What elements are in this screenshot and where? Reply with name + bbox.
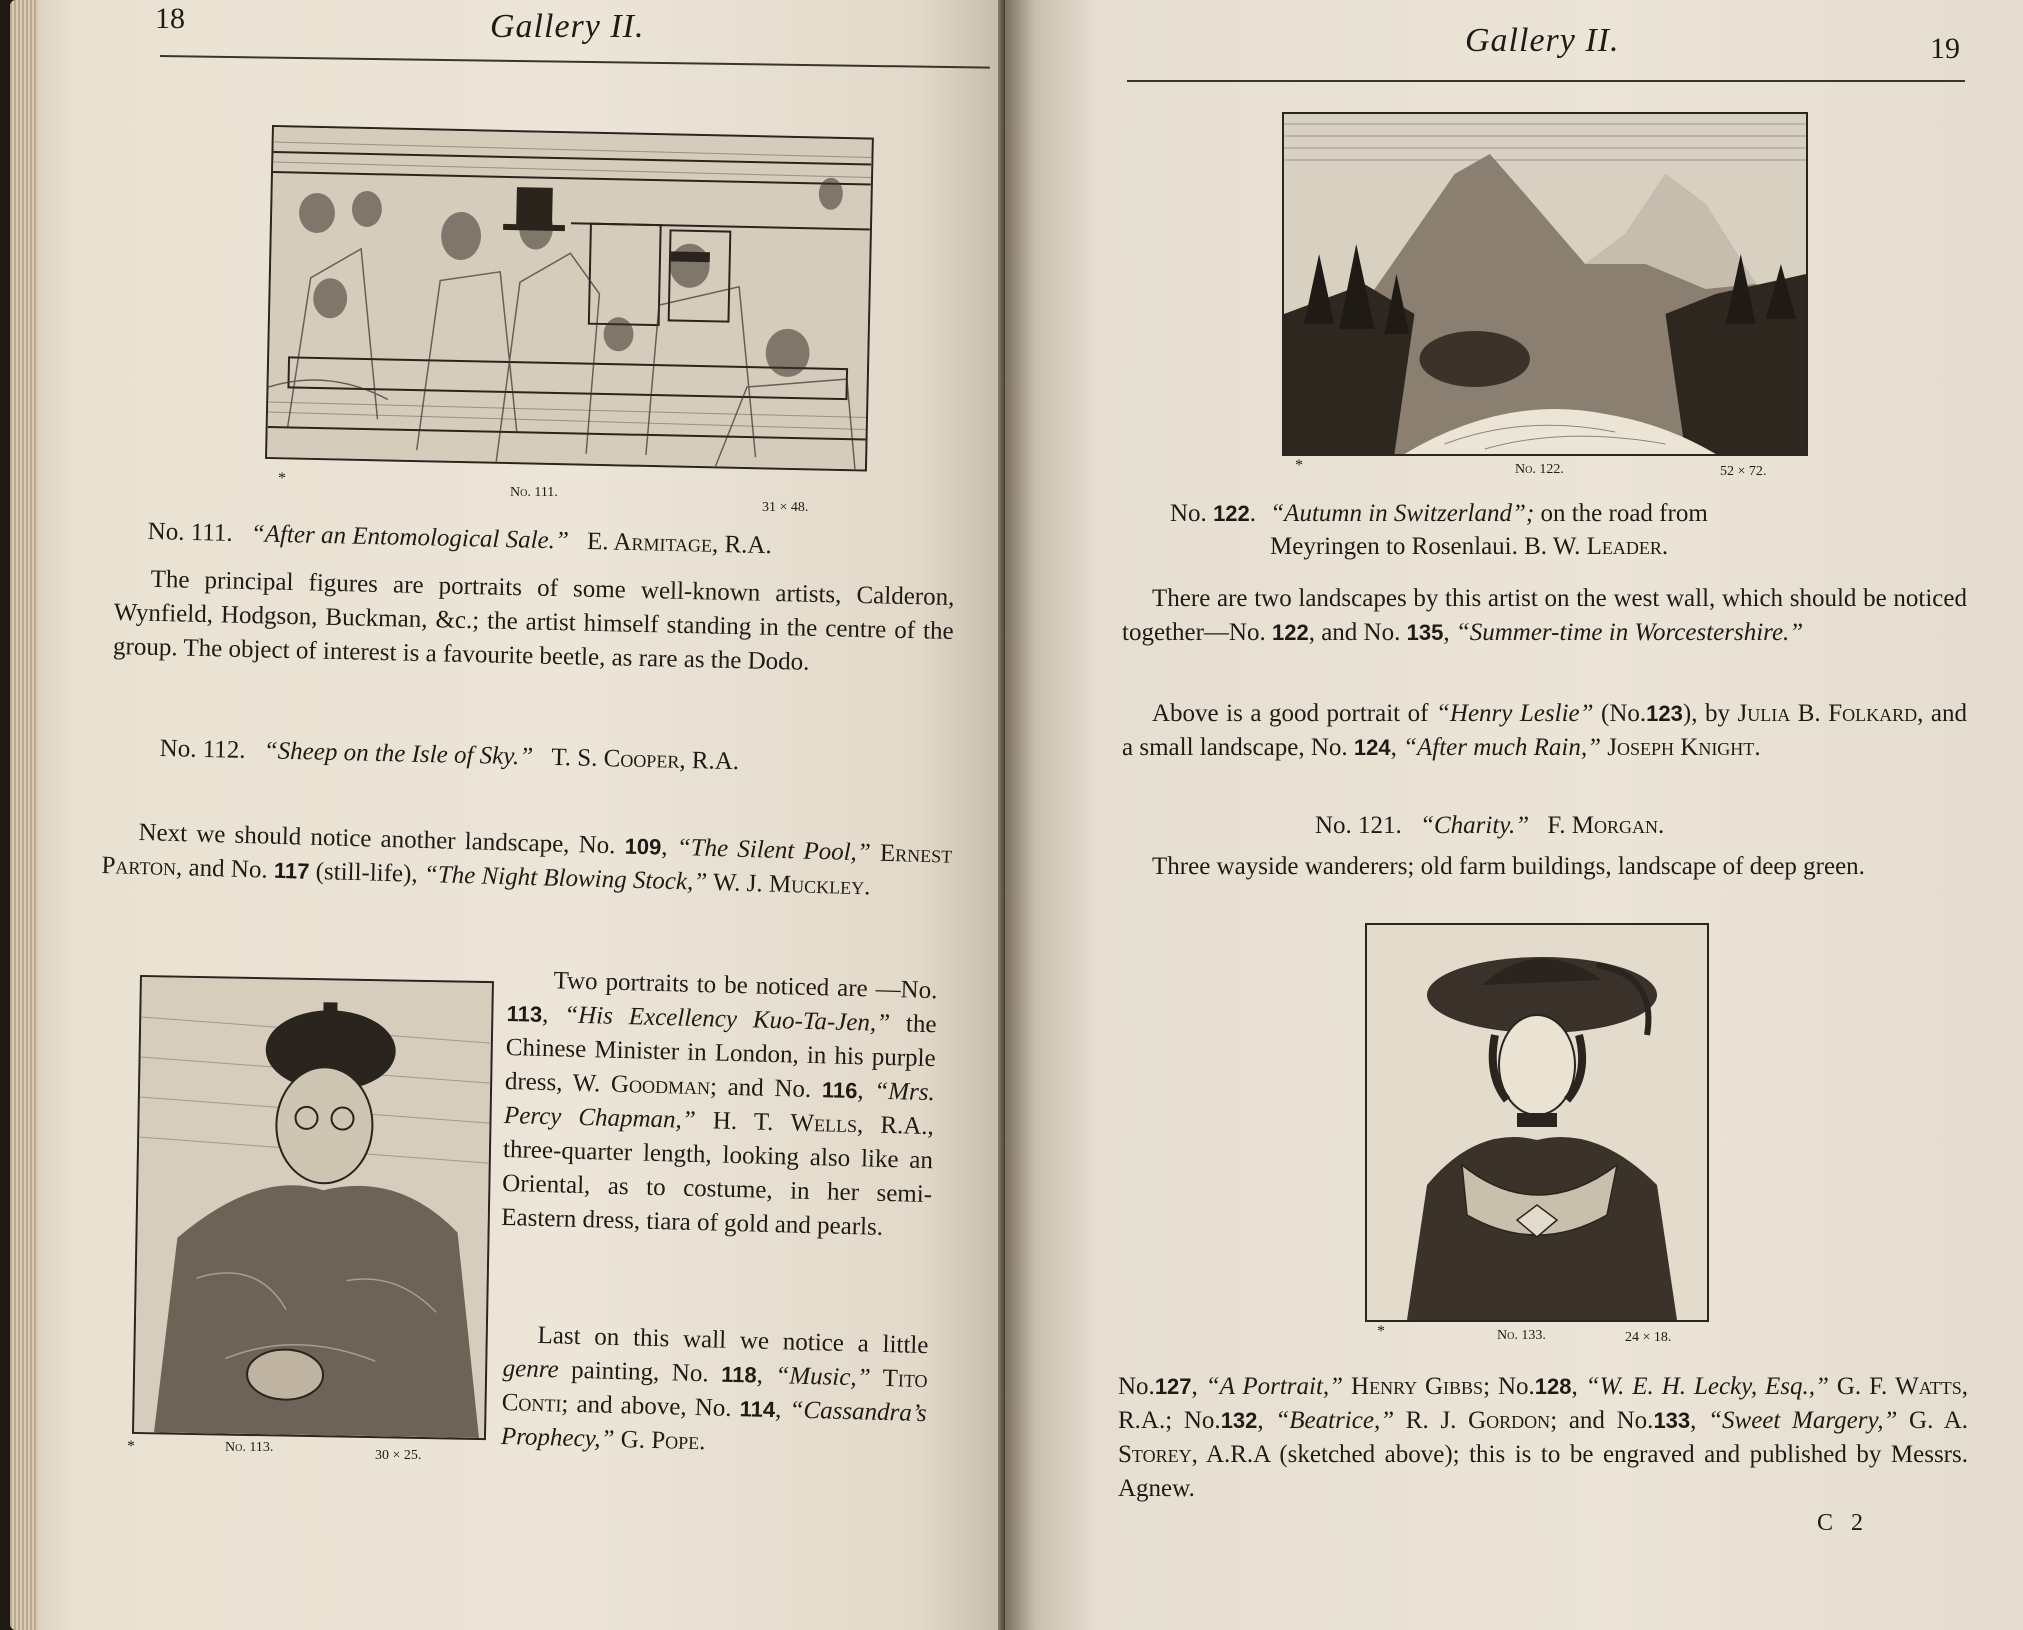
- text: Meyringen to Rosenlaui. B. W.: [1270, 533, 1587, 560]
- title-kuo-ta-jen: “His Excellency Kuo-Ta-Jen,”: [563, 1001, 891, 1038]
- artist-gibbs: Henry Gibbs: [1343, 1373, 1484, 1400]
- entry-121-title: “Charity.”: [1420, 812, 1530, 839]
- text: (still-life),: [309, 857, 425, 888]
- page-number-left: 18: [155, 2, 185, 35]
- engraving-122: [1282, 112, 1808, 456]
- text: .: [863, 873, 871, 901]
- text: ), by: [1682, 700, 1738, 727]
- text: Next we should notice another landscape, No.: [138, 819, 616, 860]
- number-116: 116: [821, 1077, 858, 1104]
- text: ,: [1443, 619, 1456, 646]
- text: ,: [1390, 734, 1404, 761]
- text: No.: [1118, 1373, 1155, 1400]
- artist-conti: Tito Conti: [501, 1364, 928, 1418]
- entry-121-number: No. 121.: [1315, 812, 1402, 839]
- text: ; and No.: [709, 1073, 812, 1103]
- text: G. A.: [1897, 1407, 1968, 1434]
- page-stack-edge: [10, 0, 38, 1630]
- text: ,: [774, 1396, 790, 1424]
- entry-111-artist: E. Armitage, R.A.: [586, 527, 773, 560]
- artist-goodman: Goodman: [610, 1070, 711, 1101]
- text: ,: [660, 833, 678, 862]
- text: H. T.: [695, 1106, 791, 1137]
- title-sweet-margery: “Sweet Margery,”: [1708, 1407, 1898, 1434]
- plate-111-caption: No. 111.: [510, 485, 558, 500]
- auction-scene-illustration: [267, 127, 872, 469]
- title-night-blowing-stock: “The Night Blowing Stock,”: [423, 860, 708, 896]
- number-109: 109: [624, 833, 662, 860]
- entry-111-number: No. 111.: [147, 518, 233, 547]
- artist-pope: Pope: [650, 1426, 700, 1456]
- entry-112-number: No. 112.: [159, 735, 246, 764]
- plate-111-size: 31 × 48.: [762, 500, 809, 515]
- plate-133-size: 24 × 18.: [1625, 1330, 1672, 1345]
- text: .: [1754, 734, 1761, 761]
- text: G.: [614, 1425, 652, 1454]
- running-head-right: Gallery II.: [1465, 22, 1620, 59]
- artist-watts: Watts: [1895, 1373, 1962, 1400]
- text: , and a small landscape, No.: [1122, 700, 1967, 761]
- header-rule-right: [1127, 80, 1965, 82]
- text: ,: [1191, 1373, 1206, 1400]
- text: painting, No.: [558, 1356, 710, 1388]
- entry-121-description: Three wayside wanderers; old farm buildings, landscape of deep green.: [1152, 853, 1865, 880]
- engraving-113: [132, 975, 494, 1440]
- number-128: 128: [1534, 1374, 1572, 1399]
- entry-111-body: [113, 562, 955, 683]
- entry-112-heading: [159, 735, 739, 776]
- text: , A.R.A (sketched above); this is to be engraved and published by Messrs. Agnew.: [1118, 1441, 1968, 1502]
- plate-122-size: 52 × 72.: [1720, 464, 1767, 479]
- artist-storey: Storey: [1118, 1441, 1192, 1468]
- asterisk-mark: *: [127, 1438, 135, 1455]
- entry-112-artist: T. S. Cooper, R.A.: [551, 743, 740, 776]
- number-118: 118: [720, 1361, 757, 1388]
- title-mrs-percy-chapman: “Mrs. Percy Chapman,”: [503, 1077, 936, 1134]
- artist-folkard: Julia B. Folkard: [1737, 700, 1918, 727]
- text: There are two landscapes by this artist on the west wall, which should be noticed together—No.: [1122, 585, 1967, 646]
- paragraph-last-on-wall: [500, 1318, 928, 1465]
- plate-133-caption: No. 133.: [1497, 1328, 1546, 1343]
- text: ,: [541, 1000, 565, 1029]
- engraving-111: [265, 125, 874, 472]
- title-after-much-rain: “After much Rain,”: [1403, 734, 1602, 761]
- text: ,: [857, 1077, 875, 1105]
- text: ; No.: [1483, 1373, 1535, 1400]
- text: .: [698, 1428, 706, 1456]
- text: on the road from: [1534, 500, 1708, 527]
- plate-113-size: 30 × 25.: [375, 1448, 422, 1463]
- entry-122-heading-line2: [1270, 533, 1668, 561]
- text: G. F.: [1828, 1373, 1896, 1400]
- entry-111-title: “After an Entomological Sale.”: [250, 520, 570, 555]
- left-page: [10, 0, 1045, 1630]
- artist-muckley: W. J. Muckley: [706, 868, 865, 901]
- artist-gordon: Gordon: [1468, 1407, 1551, 1434]
- title-beatrice: “Beatrice,”: [1275, 1407, 1395, 1434]
- text: ,: [1571, 1373, 1586, 1400]
- entry-122-heading-line1: No. 122. “Autumn in Switzerland”; on the road from: [1170, 500, 1708, 527]
- text: (No.: [1593, 700, 1647, 727]
- page-number-right: 19: [1930, 32, 1960, 65]
- entry-122-number-label: No.: [1170, 500, 1207, 527]
- paragraph-two-portraits: [501, 963, 938, 1246]
- portrait-minister-illustration: [134, 977, 492, 1438]
- alpine-landscape-illustration: [1284, 114, 1806, 454]
- paragraph-above-portrait: [1122, 697, 1967, 765]
- text: ; and No.: [1550, 1407, 1654, 1434]
- entry-111-heading: [147, 518, 772, 560]
- number-113: 113: [506, 1000, 543, 1027]
- text: , and No.: [175, 854, 269, 884]
- title-cassandra: “Cassandra’s Prophecy,”: [500, 1396, 928, 1453]
- text: the Chinese Minister in London, in his purple dress, W.: [504, 1010, 937, 1098]
- right-page: [1005, 0, 2023, 1630]
- portrait-woman-hat-illustration: [1367, 925, 1707, 1320]
- paragraph-three-wanderers: [1122, 850, 1967, 884]
- number-117: 117: [273, 857, 310, 884]
- paragraph-final-list: [1118, 1370, 1968, 1506]
- text: ,: [756, 1361, 776, 1390]
- engraving-133: [1365, 923, 1709, 1322]
- number-114: 114: [739, 1396, 776, 1423]
- signature-mark: C 2: [1817, 1510, 1870, 1536]
- text: ; and above, No.: [561, 1390, 732, 1422]
- title-summer-time: “Summer-time in Worcestershire.”: [1455, 619, 1804, 646]
- text: R. J.: [1394, 1407, 1469, 1434]
- paragraph-two-landscapes: [1122, 582, 1967, 650]
- number-123: 123: [1646, 701, 1683, 726]
- title-a-portrait: “A Portrait,”: [1205, 1373, 1344, 1400]
- title-silent-pool: “The Silent Pool,”: [676, 834, 872, 867]
- genre-word: genre: [502, 1354, 560, 1384]
- title-lecky: “W. E. H. Lecky, Esq.,”: [1585, 1373, 1829, 1400]
- number-124: 124: [1353, 735, 1391, 760]
- text: , R.A.; No.: [1118, 1373, 1969, 1434]
- asterisk-mark: *: [1295, 457, 1303, 474]
- text: Two portraits to be noticed are —No.: [553, 967, 938, 1005]
- text: , R.A., three-quarter length, looking also like an Oriental, as to costume, in her semi-Eastern dress, tiara of gold and pearls.: [500, 1111, 935, 1241]
- header-rule-left: [160, 55, 990, 69]
- entry-121-heading: [1315, 812, 1664, 840]
- artist-knight: Joseph Knight: [1601, 734, 1755, 761]
- entry-112-title: “Sheep on the Isle of Sky.”: [263, 737, 534, 771]
- entry-111-paragraph: The principal figures are portraits of some well-known artists, Calderon, Wynfield, Hodgson, Buckman, &c.; the artist himself standing in the centre of the group. The object of interest is a favourite beetle, as rare as the Dodo.: [112, 565, 955, 676]
- paragraph-next-landscape: [101, 815, 953, 907]
- plate-113-caption: No. 113.: [225, 1440, 274, 1455]
- text: , and No.: [1308, 619, 1401, 646]
- title-music: “Music,”: [775, 1362, 871, 1392]
- number-122: 122: [1271, 620, 1309, 645]
- asterisk-mark: *: [1377, 1323, 1385, 1340]
- plate-122-caption: No. 122.: [1515, 462, 1564, 477]
- text: Above is a good portrait of: [1152, 700, 1436, 727]
- entry-122-title: “Autumn in Switzerland”;: [1270, 500, 1535, 527]
- title-henry-leslie: “Henry Leslie”: [1435, 700, 1594, 727]
- entry-122-artist: Leader: [1586, 533, 1662, 560]
- number-127: 127: [1154, 1374, 1192, 1399]
- number-133: 133: [1653, 1408, 1691, 1433]
- running-head-left: Gallery II.: [490, 8, 645, 45]
- text: Last on this wall we notice a little: [537, 1321, 929, 1360]
- asterisk-mark: *: [278, 470, 286, 487]
- number-132: 132: [1220, 1408, 1258, 1433]
- text: ,: [1257, 1407, 1276, 1434]
- artist-parton: Ernest Parton: [101, 839, 953, 882]
- entry-122-number: 122: [1213, 501, 1250, 526]
- entry-121-artist: F. Morgan.: [1547, 812, 1665, 839]
- text: .: [1661, 533, 1669, 560]
- number-135: 135: [1406, 620, 1444, 645]
- artist-wells: Wells: [790, 1109, 858, 1139]
- text: ,: [1690, 1407, 1709, 1434]
